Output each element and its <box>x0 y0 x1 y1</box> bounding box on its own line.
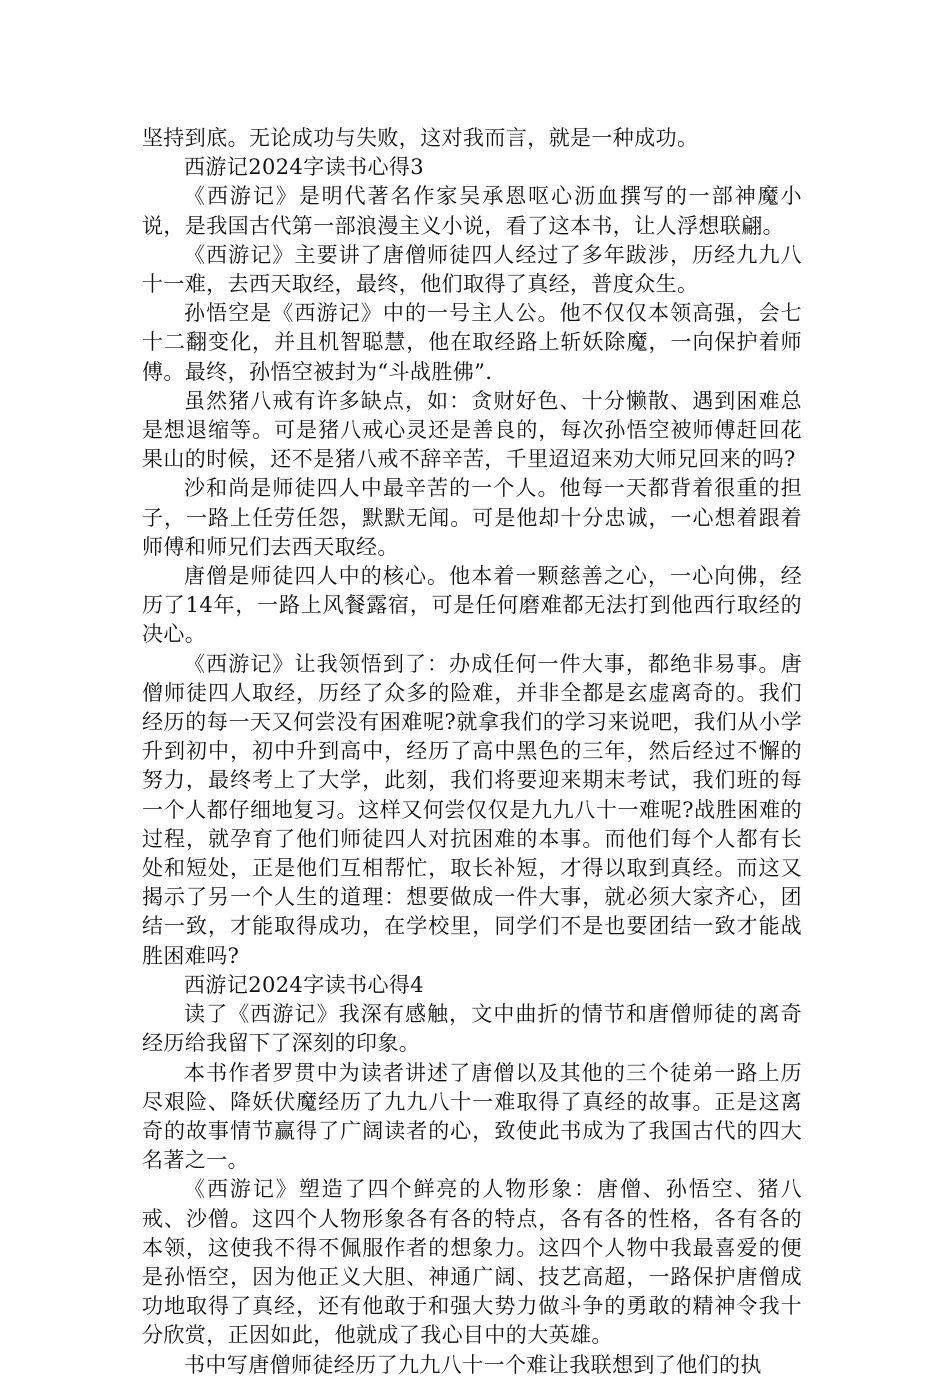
paragraph: 《西游记》塑造了四个鲜亮的人物形象：唐僧、孙悟空、猪八戒、沙僧。这四个人物形象各有各的特点，各有各的性格，各有各的本领，这使我不得不佩服作者的想象力。这四个人物中我最喜爱的便是孙悟空，因为他正义大胆、神通广阔、技艺高超，一路保护唐僧成功地取得了真经，还有他敢于和强大势力做斗争的勇敢的精神令我十分欣赏，正因如此，他就成了我心目中的大英雄。 <box>142 1177 802 1348</box>
paragraph: 读了《西游记》我深有感触，文中曲折的情节和唐僧师徒的离奇经历给我留下了深刻的印象。 <box>142 1002 802 1056</box>
paragraph: 《西游记》是明代著名作家吴承恩呕心沥血撰写的一部神魔小说，是我国古代第一部浪漫主义小说，看了这本书，让人浮想联翩。 <box>142 184 802 238</box>
paragraph: 沙和尚是师徒四人中最辛苦的一个人。他每一天都背着很重的担子，一路上任劳任怨，默默无闻。可是他却十分忠诚，一心想着跟着师傅和师兄们去西天取经。 <box>142 476 802 559</box>
paragraph: 唐僧是师徒四人中的核心。他本着一颗慈善之心，一心向佛，经历了14年，一路上风餐露宿，可是任何磨难都无法打到他西行取经的决心。 <box>142 564 802 647</box>
paragraph: 孙悟空是《西游记》中的一号主人公。他不仅仅本领高强，会七十二翻变化，并且机智聪慧，他在取经路上斩妖除魔，一向保护着师傅。最终，孙悟空被封为“斗战胜佛”. <box>142 301 802 384</box>
paragraph: 《西游记》让我领悟到了：办成任何一件大事，都绝非易事。唐僧师徒四人取经，历经了众多的险难，并非全都是玄虚离奇的。我们经历的每一天又何尝没有困难呢?就拿我们的学习来说吧，我们从小学升到初中，初中升到高中，经历了高中黑色的三年，然后经过不懈的努力，最终考上了大学，此刻，我们将要迎来期末考试，我们班的每一个人都仔细地复习。这样又何尝仅仅是九九八十一难呢?战胜困难的过程，就孕育了他们师徒四人对抗困难的本事。而他们每个人都有长处和短处，正是他们互相帮忙，取长补短，才得以取到真经。而这又揭示了另一个人生的道理：想要做成一件大事，就必须大家齐心，团结一致，才能取得成功，在学校里，同学们不是也要团结一致才能战胜困难吗? <box>142 651 802 968</box>
paragraph: 坚持到底。无论成功与失败，这对我而言，就是一种成功。 <box>142 126 699 150</box>
paragraph: 书中写唐僧师徒经历了九九八十一个难让我联想到了他们的执 <box>184 1352 762 1377</box>
section-heading: 西游记2024字读书心得4 <box>184 972 425 997</box>
section-heading: 西游记2024字读书心得3 <box>184 155 425 180</box>
paragraph: 本书作者罗贯中为读者讲述了唐僧以及其他的三个徒弟一路上历尽艰险、降妖伏魔经历了九九八十一难取得了真经的故事。正是这离奇的故事情节赢得了广阔读者的心，致使此书成为了我国古代的四大名著之一。 <box>142 1060 802 1173</box>
document-body <box>142 124 802 1380</box>
paragraph: 《西游记》主要讲了唐僧师徒四人经过了多年跋涉，历经九九八十一难，去西天取经，最终，他们取得了真经，普度众生。 <box>142 242 802 297</box>
paragraph: 虽然猪八戒有许多缺点，如：贪财好色、十分懒散、遇到困难总是想退缩等。可是猪八戒心灵还是善良的，每次孙悟空被师傅赶回花果山的时候，还不是猪八戒不辞辛苦，千里迢迢来劝大师兄回来的吗? <box>142 388 802 472</box>
